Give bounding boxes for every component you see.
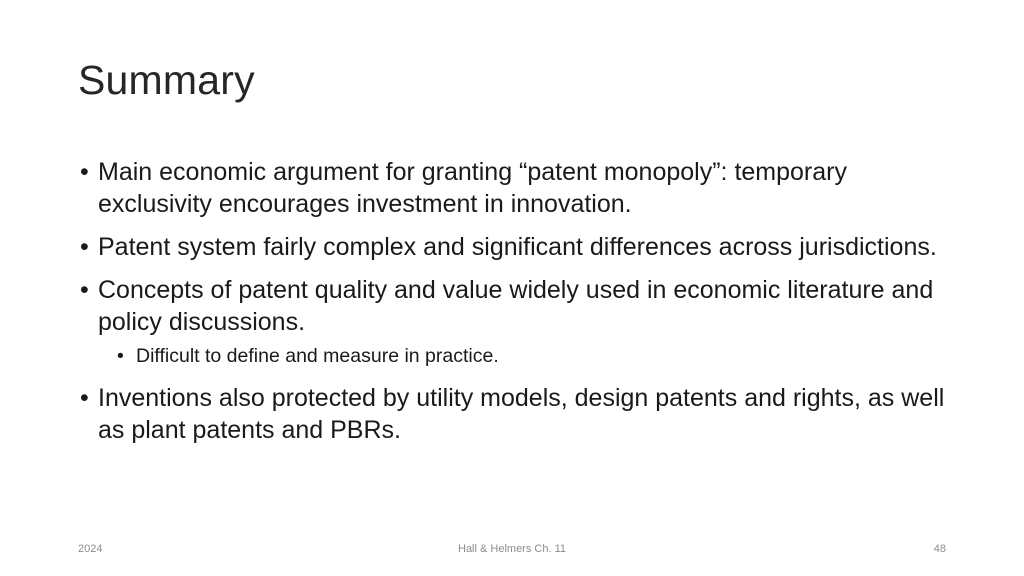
bullet-item <box>78 274 958 338</box>
slide-title: Summary <box>78 57 255 103</box>
footer-date: 2024 <box>78 543 103 555</box>
bullet-marker: • <box>80 384 89 412</box>
sub-bullet-marker: • <box>117 345 124 367</box>
footer-title: Hall & Helmers Ch. 11 <box>458 543 566 555</box>
bullet-item <box>78 382 958 446</box>
sub-bullet-text: Difficult to define and measure in practice. <box>136 345 499 367</box>
bullet-text: Patent system fairly complex and significant differences across jurisdictions. <box>98 233 937 261</box>
bullet-item <box>78 156 958 220</box>
bullet-marker: • <box>80 158 89 186</box>
sub-bullet-item <box>115 343 958 369</box>
page-number: 48 <box>933 543 946 555</box>
bullet-text: Concepts of patent quality and value widely used in economic literature and policy discussions. <box>98 276 934 336</box>
bullet-item <box>78 231 958 263</box>
bullet-text: Inventions also protected by utility models, design patents and rights, as well as plant patents and PBRs. <box>98 384 945 444</box>
bullet-list <box>78 156 958 457</box>
bullet-marker: • <box>80 276 89 304</box>
bullet-marker: • <box>80 233 89 261</box>
bullet-text: Main economic argument for granting “patent monopoly”: temporary exclusivity encourages investment in innovation. <box>98 158 847 218</box>
